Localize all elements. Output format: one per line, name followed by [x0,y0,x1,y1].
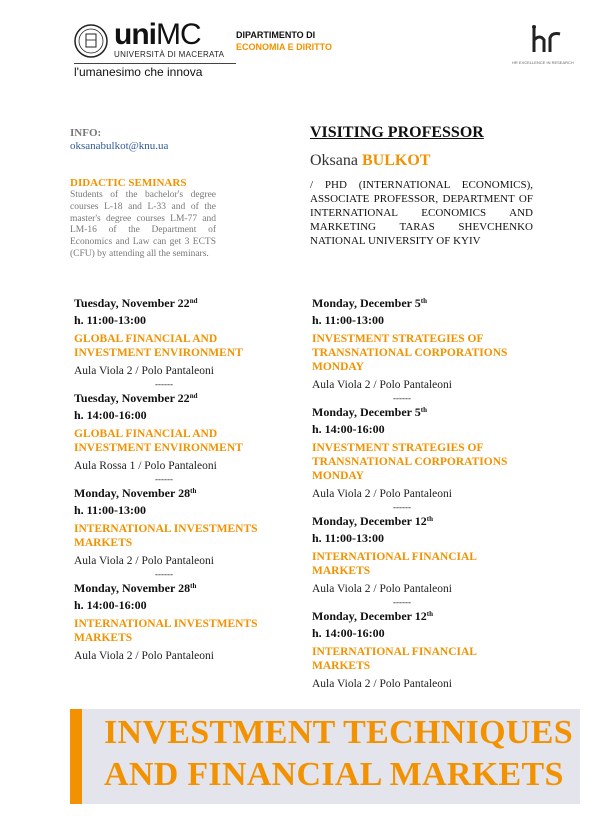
session-room: Aula Viola 2 / Polo Pantaleoni [74,650,214,662]
session-date: Monday, November 28th [74,581,197,595]
session-date: Monday, December 12th [312,609,433,623]
course-title-line2: AND FINANCIAL MARKETS [104,756,564,793]
session-time: h. 14:00-16:00 [312,626,385,640]
session-date: Monday, December 5th [312,405,427,419]
session-room: Aula Viola 2 / Polo Pantaleoni [312,678,452,690]
university-logo-text: uniMC [114,18,201,51]
session-time: h. 14:00-16:00 [74,408,147,422]
session-block [312,405,512,501]
department-line2: ECONOMIA E DIRITTO [236,42,333,52]
session-title: INTERNATIONAL INVESTMENTS MARKETS [74,618,258,644]
session-title: INVESTMENT STRATEGIES OF TRANSNATIONAL CORPORATIONS MONDAY [312,333,508,373]
info-label: INFO: [70,127,102,139]
session-time: h. 11:00-13:00 [312,313,384,327]
session-separator: ------ [155,569,173,579]
didactic-seminars-title: DIDACTIC SEMINARS [70,177,187,189]
professor-name: Oksana BULKOT [310,152,431,169]
session-block [74,486,274,568]
visiting-professor-heading: VISITING PROFESSOR [310,124,484,141]
banner-accent-bar [70,709,82,804]
session-title: INTERNATIONAL FINANCIAL MARKETS [312,646,477,672]
course-title [104,712,573,796]
university-seal-logo [74,24,108,58]
session-title: INVESTMENT STRATEGIES OF TRANSNATIONAL CORPORATIONS MONDAY [312,442,508,482]
session-date: Monday, November 28th [74,486,197,500]
department-line1: DIPARTIMENTO DI [236,30,316,40]
session-title: INTERNATIONAL INVESTMENTS MARKETS [74,523,258,549]
session-separator: ------ [155,379,173,389]
session-date: Tuesday, November 22nd [74,296,198,310]
session-time: h. 11:00-13:00 [74,313,146,327]
session-title: GLOBAL FINANCIAL AND INVESTMENT ENVIRONMENT [74,333,243,359]
session-time: h. 11:00-13:00 [74,503,146,517]
session-title: INTERNATIONAL FINANCIAL MARKETS [312,551,477,577]
hr-excellence-logo [528,24,564,54]
session-block [74,391,274,473]
session-room: Aula Rossa 1 / Polo Pantaleoni [74,460,217,472]
session-separator: ------ [393,597,411,607]
hr-logo-caption: HR EXCELLENCE IN RESEARCH [512,60,574,65]
sessions-left-column [74,296,274,663]
session-room: Aula Viola 2 / Polo Pantaleoni [312,488,452,500]
session-block [312,296,512,392]
contact-email-link[interactable]: oksanabulkot@knu.ua [70,140,169,152]
session-block [74,581,274,663]
session-time: h. 14:00-16:00 [312,422,385,436]
header-divider [74,63,236,64]
sessions-right-column [312,296,512,691]
session-room: Aula Viola 2 / Polo Pantaleoni [74,365,214,377]
session-title: GLOBAL FINANCIAL AND INVESTMENT ENVIRONMENT [74,428,243,454]
session-separator: ------ [393,393,411,403]
session-block [312,609,512,691]
session-time: h. 14:00-16:00 [74,598,147,612]
session-date: Tuesday, November 22nd [74,391,198,405]
session-separator: ------ [155,474,173,484]
session-block [312,514,512,596]
session-block [74,296,274,378]
didactic-seminars-text: Students of the bachelor's degree courses L-18 and L-33 and of the master's degree courses LM-77 and LM-16 of the Department of Economics and Law can get 3 ECTS (CFU) by attending all the seminars. [70,190,216,259]
course-title-line1: INVESTMENT TECHNIQUES [104,714,573,751]
session-room: Aula Viola 2 / Polo Pantaleoni [312,583,452,595]
session-date: Monday, December 12th [312,514,433,528]
university-name: UNIVERSITÀ DI MACERATA [114,50,225,59]
session-room: Aula Viola 2 / Polo Pantaleoni [312,379,452,391]
session-date: Monday, December 5th [312,296,427,310]
session-separator: ------ [393,502,411,512]
session-room: Aula Viola 2 / Polo Pantaleoni [74,555,214,567]
professor-affiliation: / PHD (INTERNATIONAL ECONOMICS), ASSOCIATE PROFESSOR, DEPARTMENT OF INTERNATIONAL ECONOMICS AND MARKETING TARAS SHEVCHENKO NATIONAL UNIVERSITY OF KYIV [310,179,533,247]
session-time: h. 11:00-13:00 [312,531,384,545]
university-motto: l'umanesimo che innova [74,65,203,79]
